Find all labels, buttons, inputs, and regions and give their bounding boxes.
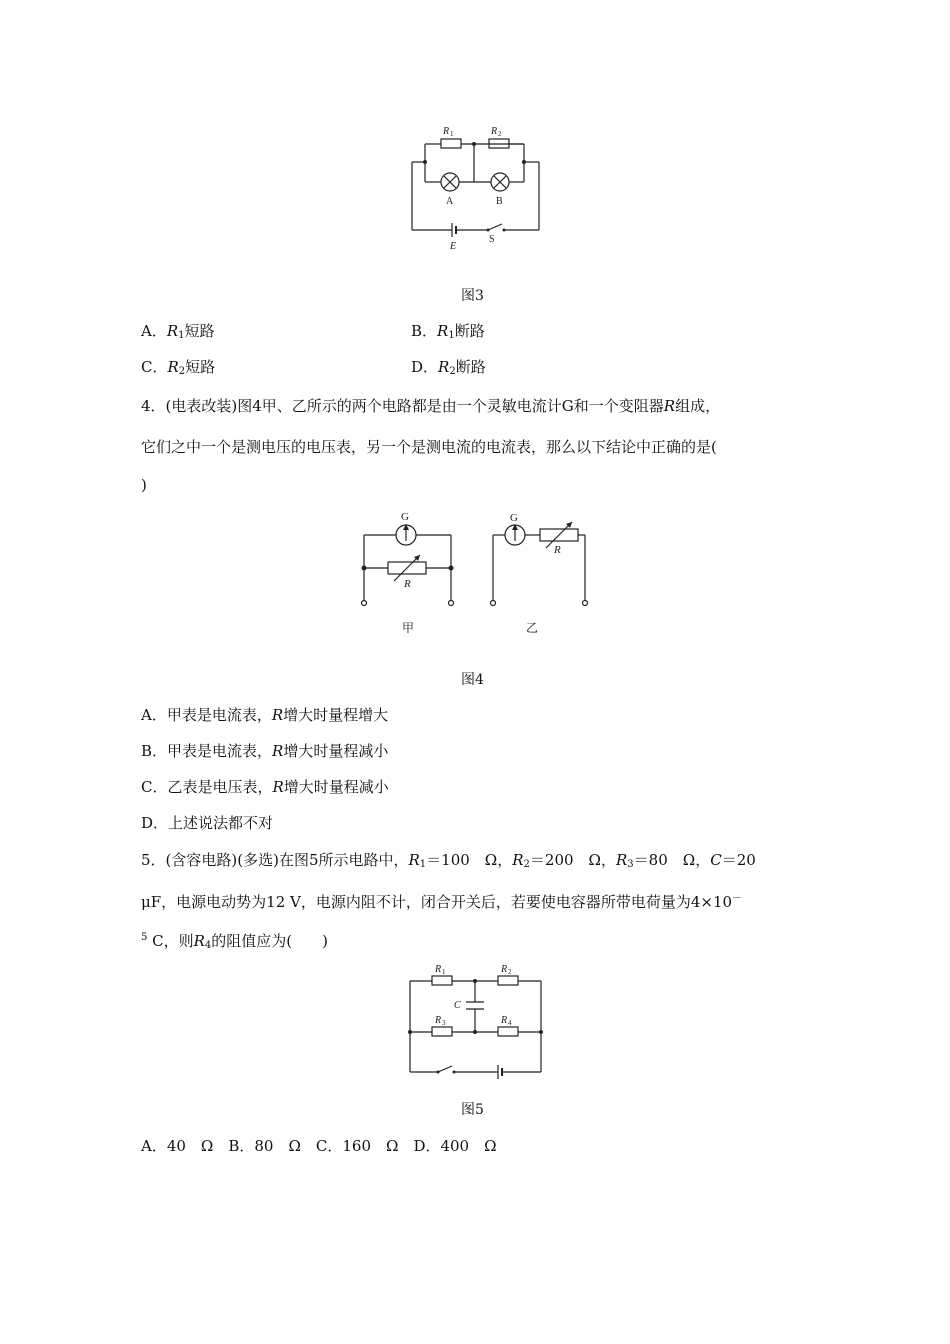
figure-3-circuit (400, 118, 550, 253)
svg-text:R: R (435, 1015, 442, 1026)
svg-text:R: R (501, 964, 508, 975)
q4-option-c: C．乙表是电压表，R增大时量程减小 (141, 778, 389, 796)
svg-text:R: R (435, 964, 442, 975)
q3-option-c: C．$R_2$短路 (141, 358, 216, 377)
resistor-r3 (432, 1027, 452, 1036)
q4-option-a: A．甲表是电流表，R增大时量程增大 (141, 706, 389, 724)
figure-5-caption: 图5 (461, 1102, 484, 1118)
svg-text:G: G (401, 511, 409, 523)
figure-5-circuit (400, 960, 550, 1085)
q4-stem-line2: 它们之中一个是测电压的电压表，另一个是测电流的电流表，那么以下结论中正确的是( (141, 438, 717, 456)
q3-option-b: B．$R_1$断路 (411, 322, 485, 341)
svg-text:R: R (443, 126, 450, 137)
svg-text:R: R (501, 1015, 508, 1026)
switch (438, 1066, 452, 1072)
svg-text:S: S (489, 234, 495, 245)
q3-option-a: A．$R_1$短路 (141, 322, 215, 341)
svg-text:R: R (491, 126, 498, 137)
svg-text:甲: 甲 (402, 621, 415, 635)
switch-s (488, 224, 502, 230)
svg-text:A: A (446, 196, 454, 207)
q3-option-d: D．$R_2$断路 (411, 358, 486, 377)
resistor-r4 (498, 1027, 518, 1036)
svg-text:R: R (554, 544, 561, 556)
q5-stem-line2: μF，电源电动势为12 V，电源内阻不计，闭合开关后，若要使电容器所带电荷量为4×10－ (141, 893, 743, 911)
svg-text:B: B (496, 196, 503, 207)
svg-text:4: 4 (508, 1019, 512, 1027)
resistor-r1 (432, 976, 452, 985)
figure-3-caption: 图3 (461, 288, 484, 304)
svg-text:3: 3 (442, 1019, 446, 1027)
q5-stem-line3: $^5$ C，则$R_4$的阻值应为( ) (141, 932, 329, 951)
q5-options: A．40 Ω B．80 Ω C．160 Ω D．400 Ω (141, 1137, 497, 1155)
q4-option-b: B．甲表是电流表，R增大时量程减小 (141, 742, 389, 760)
q4-stem-line1: 4．(电表改装)图4甲、乙所示的两个电路都是由一个灵敏电流计G和一个变阻器R组成， (141, 397, 721, 415)
q4-option-d: D．上述说法都不对 (141, 814, 274, 832)
svg-text:R: R (404, 578, 411, 590)
svg-text:C: C (454, 1000, 461, 1011)
resistor-r1 (441, 139, 461, 148)
resistor-r2 (498, 976, 518, 985)
svg-text:E: E (450, 241, 457, 252)
svg-text:乙: 乙 (526, 621, 539, 635)
svg-text:2: 2 (508, 968, 512, 976)
figure-4-caption: 图4 (461, 672, 484, 688)
figure-4-circuits (350, 505, 600, 640)
svg-text:G: G (510, 512, 518, 524)
svg-text:1: 1 (442, 968, 446, 976)
svg-text:2: 2 (498, 130, 502, 138)
svg-text:1: 1 (450, 130, 454, 138)
q4-stem-line3: ) (141, 476, 147, 494)
q5-stem-line1: 5．(含容电路)(多选)在图5所示电路中，$R_1=100$ Ω，$R_2=200$ Ω，$R_3=80$ Ω，C＝20 (141, 851, 756, 870)
